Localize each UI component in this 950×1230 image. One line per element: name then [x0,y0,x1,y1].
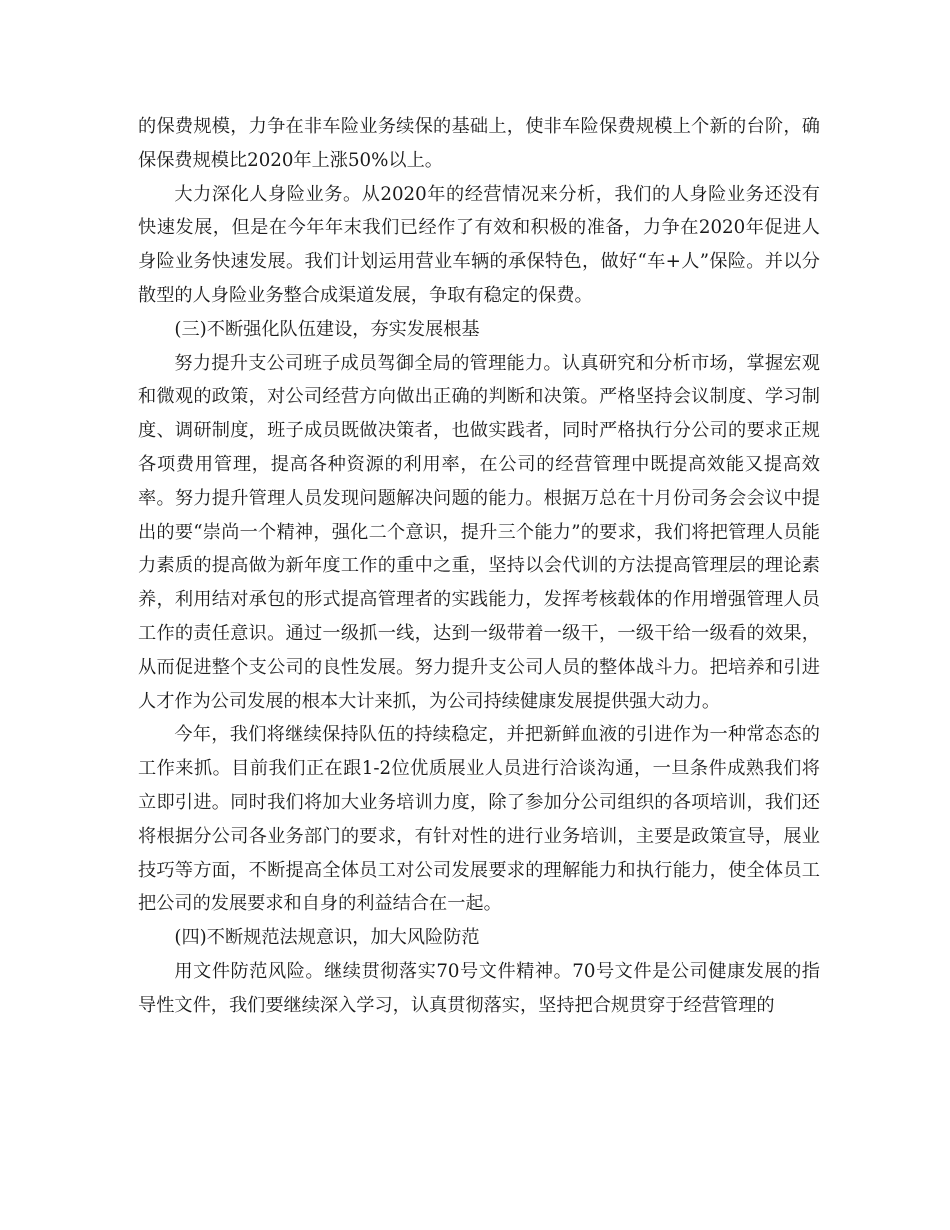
section-heading-three: (三)不断强化队伍建设，夯实发展根基 [174,318,480,340]
paragraph-personal-insurance: 大力深化人身险业务。从2020年的经营情况来分析，我们的人身险业务还没有快速发展，但是在今年年末我们已经作了有效和积极的准备，力争在2020年促进人身险业务快速发展。我们计划运用营业车辆的承保特色，做好“车+人”保险。并以分散型的人身险业务整合成渠道发展，争取有稳定的保费。 [138,183,820,306]
paragraph-continuation: 的保费规模，力争在非车险业务续保的基础上，使非车险保费规模上个新的台阶，确保保费规模比2020年上涨50%以上。 [138,116,820,171]
paragraph-team-stability: 今年，我们将继续保持队伍的持续稳定，并把新鲜血液的引进作为一种常态态的工作来抓。目前我们正在跟1-2位优质展业人员进行洽谈沟通，一旦条件成熟我们将立即引进。同时我们将加大业务培训力度，除了参加分公司组织的各项培训，我们还将根据分公司各业务部门的要求，有针对性的进行业务培训，主要是政策宣导，展业技巧等方面，不断提高全体员工对公司发展要求的理解能力和执行能力，使全体员工把公司的发展要求和自身的利益结合在一起。 [138,724,820,915]
paragraph-risk-prevention: 用文件防范风险。继续贯彻落实70号文件精神。70号文件是公司健康发展的指导性文件，我们要继续深入学习，认真贯彻落实，坚持把合规贯穿于经营管理的 [138,960,820,1016]
paragraph-management-capability: 努力提升支公司班子成员驾御全局的管理能力。认真研究和分析市场，掌握宏观和微观的政策，对公司经营方向做出正确的判断和决策。严格坚持会议制度、学习制度、调研制度，班子成员既做决策者，也做实践者，同时严格执行分公司的要求正规各项费用管理，提高各种资源的利用率，在公司的经营管理中既提高效能又提高效率。努力提升管理人员发现问题解决问题的能力。根据万总在十月份司务会会议中提出的要“崇尚一个精神，强化二个意识，提升三个能力”的要求，我们将把管理人员能力素质的提高做为新年度工作的重中之重，坚持以会代训的方法提高管理层的理论素养，利用结对承包的形式提高管理者的实践能力，发挥考核载体的作用增强管理人员工作的责任意识。通过一级抓一线，达到一级带着一级干，一级干给一级看的效果，从而促进整个支公司的良性发展。努力提升支公司人员的整体战斗力。把培养和引进人才作为公司发展的根本大计来抓，为公司持续健康发展提供强大动力。 [138,352,820,712]
section-heading-four: (四)不断规范法规意识，加大风险防范 [174,927,480,949]
